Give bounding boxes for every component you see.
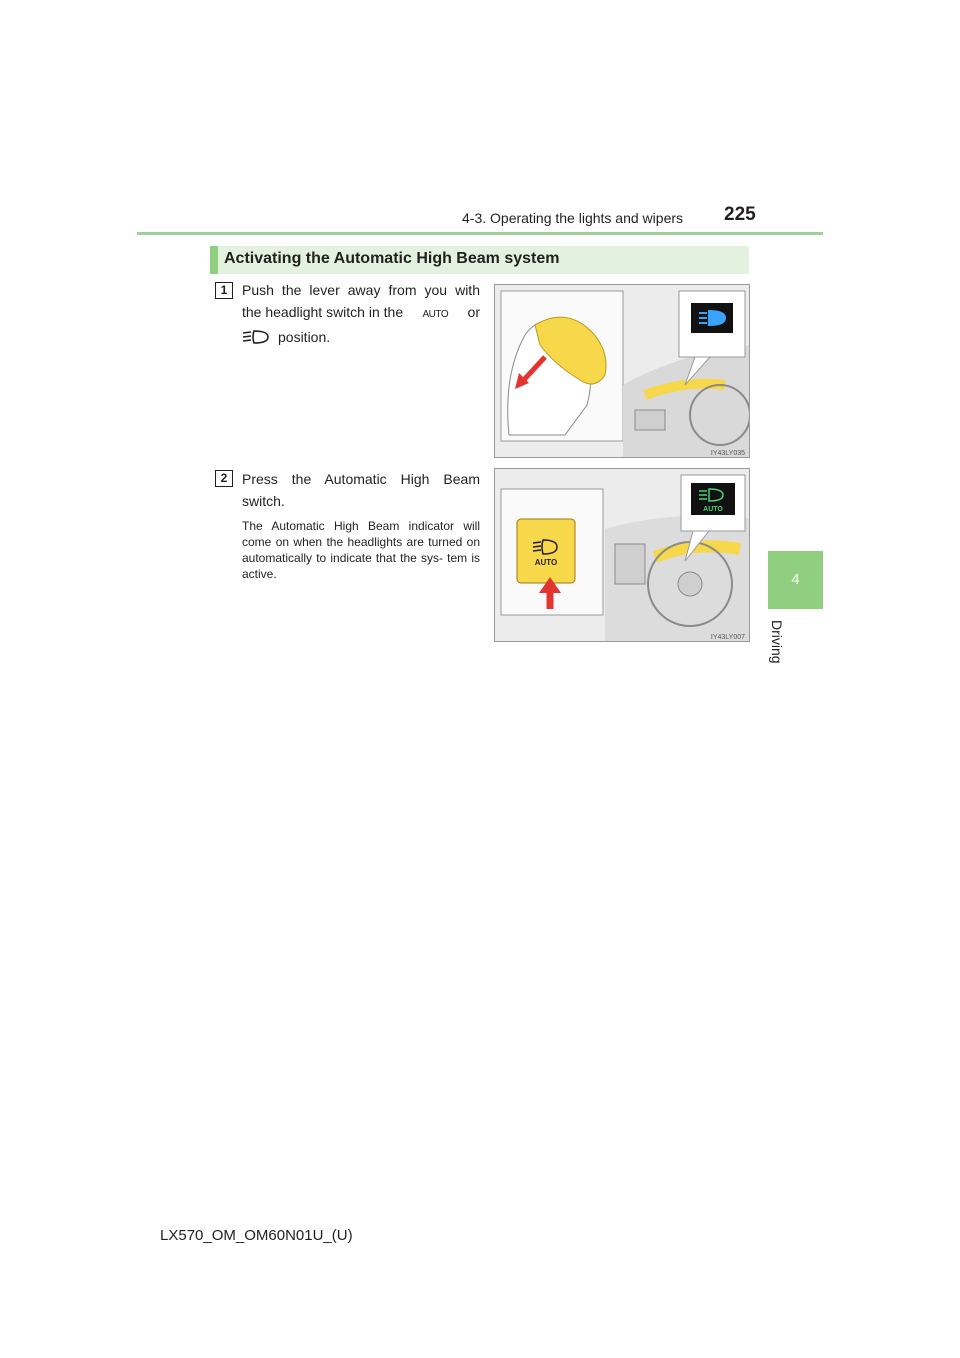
step-1-line-1: Push the lever away from you with <box>242 282 480 298</box>
step-2-note: The Automatic High Beam indicator will come on when the headlights are turned on automatically to indicate that the sys- tem is active. <box>242 519 480 581</box>
header-section-title: 4-3. Operating the lights and wipers <box>462 210 684 226</box>
indicator-auto-label: AUTO <box>703 506 723 513</box>
footer-document-code: LX570_OM_OM60N01U_(U) <box>160 1227 353 1244</box>
section-title: Activating the Automatic High Beam system <box>224 250 560 267</box>
headlight-icon <box>242 329 270 345</box>
figure-1 <box>494 284 750 458</box>
switch-auto-label: AUTO <box>534 558 558 567</box>
figure-2-code: IY43LY007 <box>710 634 745 641</box>
step-number-1: 1 <box>215 282 233 299</box>
figure-1-code: IY43LY035 <box>710 450 745 457</box>
chapter-tab <box>768 551 823 609</box>
step-2-line-2: switch. <box>242 493 285 509</box>
step-1-line-2-post: or <box>467 304 480 320</box>
figure-2 <box>494 468 750 642</box>
step-number-2: 2 <box>215 470 233 487</box>
chapter-label-container <box>763 620 793 680</box>
step-1-text <box>242 279 480 348</box>
chapter-number: 4 <box>791 571 800 588</box>
step-2-line-1: Press the Automatic High Beam <box>242 471 480 487</box>
step-2-text <box>242 468 480 512</box>
page-number: 225 <box>724 204 756 225</box>
step-1-line-3-post: position. <box>278 329 331 345</box>
figure-1-illustration <box>495 285 750 458</box>
header-rule <box>137 232 823 235</box>
auto-symbol: AUTO <box>422 309 449 320</box>
step-1-line-2 <box>242 301 480 326</box>
high-beam-indicator-icon <box>699 311 725 325</box>
figure-2-illustration <box>495 469 750 642</box>
chapter-label: Driving <box>769 620 785 664</box>
step-1-line-3 <box>242 326 480 348</box>
step-1-line-2-pre: the headlight switch in the <box>242 304 404 320</box>
section-heading-bar <box>210 246 749 274</box>
